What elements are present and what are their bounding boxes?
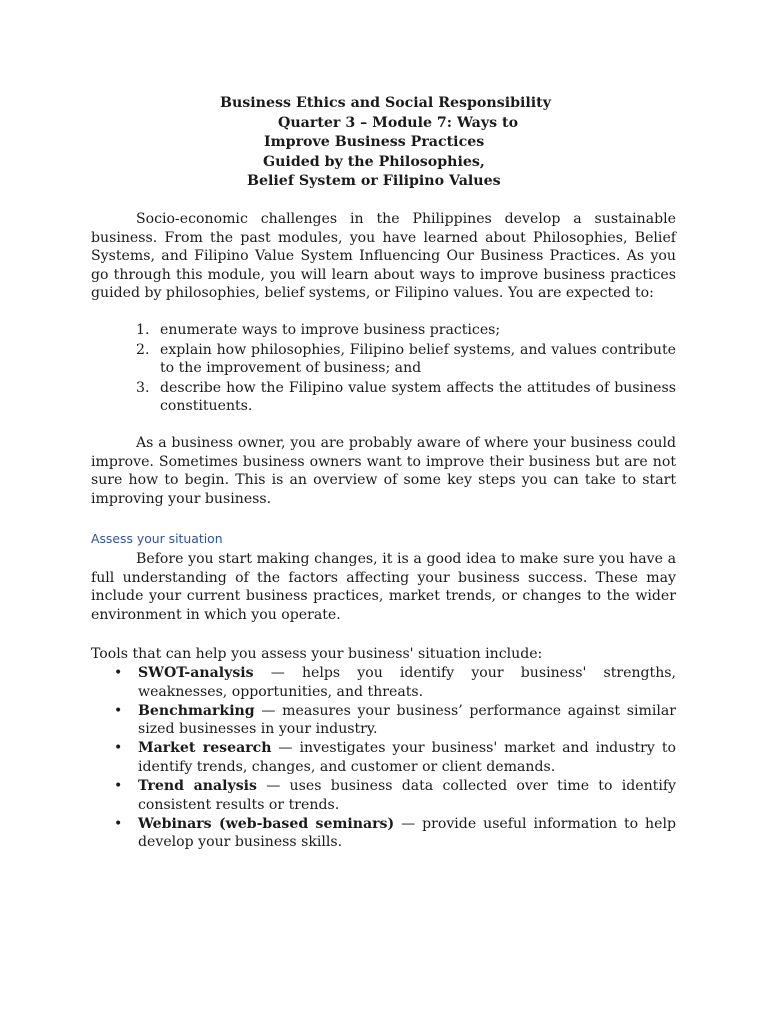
tool-item [91, 702, 676, 739]
tools-intro: Tools that can help you assess your business' situation include: [91, 646, 543, 662]
tool-term: Trend analysis [138, 778, 257, 795]
tool-description: — uses business data collected over time to identify consistent results or trends. [138, 778, 677, 813]
objective-text: describe how the Filipino value system affects the attitudes of business constituents. [160, 379, 676, 415]
title-line-5: Belief System or Filipino Values [247, 173, 501, 190]
objective-item [91, 321, 676, 340]
title-line-3: Improve Business Practices [264, 134, 485, 151]
section-heading: Assess your situation [91, 531, 223, 546]
tool-item [91, 815, 676, 852]
objective-number: 2. [136, 341, 150, 358]
tool-term: SWOT-analysis [138, 665, 254, 681]
intro-paragraph: Socio-economic challenges in the Philippines develop a sustainable business. From the past modules, you have learned about Philosophies, Belief Systems, and Filipino Value System Influencing Our Business Practices. As you go through this module, you will learn about ways to improve business practices guided by philosophies, belief systems, or Filipino values. You are expected to: [91, 211, 676, 302]
tool-item [91, 664, 676, 701]
bullet-icon: • [114, 815, 123, 832]
tool-description: — helps you identify your business' strengths, weaknesses, opportunities, and threats. [138, 665, 676, 700]
bullet-icon: • [114, 778, 123, 795]
tool-term: Market research [138, 740, 272, 757]
tool-term: Benchmarking [138, 702, 255, 719]
tool-description: — investigates your business' market and industry to identify trends, changes, and customer or client demands. [138, 740, 676, 775]
bullet-icon: • [114, 740, 123, 757]
tool-description: — measures your business’ performance against similar sized businesses in your industry. [138, 702, 676, 738]
title-line-4: Guided by the Philosophies, [263, 153, 485, 170]
overview-paragraph: As a business owner, you are probably aware of where your business could improve. Sometimes business owners want to improve their business but are not sure how to begin. This is an overview of some key steps you can take to start improving your business. [91, 435, 676, 507]
objective-number: 3. [136, 379, 150, 396]
title-line-2: Quarter 3 – Module 7: Ways to [278, 114, 519, 131]
title-line-1: Business Ethics and Social Responsibility [220, 95, 551, 111]
objectives-list [91, 321, 676, 417]
tool-item [91, 777, 676, 814]
objective-text: explain how philosophies, Filipino belief systems, and values contribute to the improvement of business; and [160, 341, 676, 377]
tool-term: Webinars (web-based seminars) [138, 815, 395, 832]
module-title [0, 94, 768, 192]
objective-text: enumerate ways to improve business practices; [160, 322, 501, 338]
objective-item [91, 379, 676, 416]
objective-item [91, 341, 676, 378]
bullet-icon: • [114, 665, 123, 681]
assess-paragraph: Before you start making changes, it is a good idea to make sure you have a full understanding of the factors affecting your business success. These may include your current business practices, market trends, or changes to the wider environment in which you operate. [91, 551, 676, 623]
tools-list [91, 664, 676, 852]
tool-description: — provide useful information to help develop your business skills. [138, 815, 676, 851]
tool-item [91, 739, 676, 776]
bullet-icon: • [114, 702, 123, 719]
objective-number: 1. [136, 322, 150, 338]
